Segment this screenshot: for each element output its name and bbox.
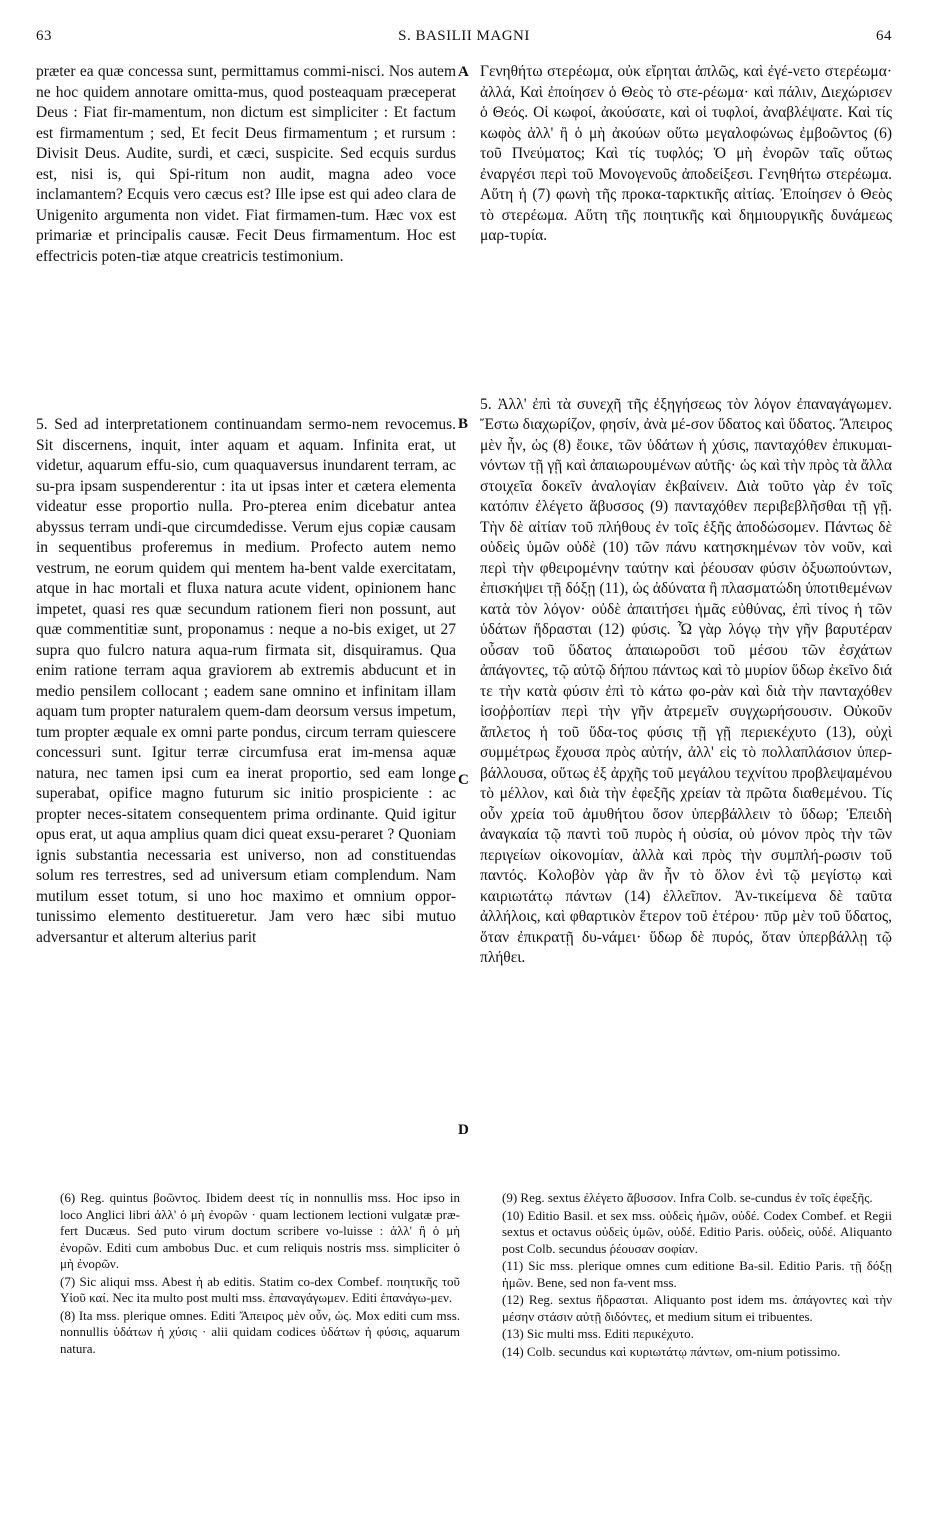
running-title: S. BASILII MAGNI [398,28,530,44]
margin-marker-b: B [458,416,469,432]
latin-column [36,62,456,948]
margin-marker-d: D [458,1122,469,1138]
footnote: (13) Sic multi mss. Editi περικέχυτο. [502,1326,694,1341]
margin-marker-a: A [458,64,469,80]
footnote: (7) Sic aliqui mss. Abest ἡ ab editis. Statim co-dex Combef. ποιητικῆς τοῦ Υἱοῦ καί. Nec ita multo post multi mss. ἐπαναγάγωμεν. Editi ἐπανάγω-μεν. [60,1273,460,1305]
footnote: (6) Reg. quintus βοῶντος. Ibidem deest τίς in nonnullis mss. Hoc ipso in loco Anglici libri ἀλλ' ὁ μὴ ἐνορῶν · quam lectionem lectioni vulgatæ præ-fert Ducæus. Sed puto virum doctum scribere vo-luisse : ἀλλ' ἢ ὁ μὴ ἐνορῶν. Editi cum ambobus Duc. et cum reliquis nostris mss. simpliciter ὁ μὴ ἐνορῶν. [60,1190,460,1271]
greek-column [480,62,892,969]
greek-paragraph: Γενηθήτω στερέωμα, οὐκ εἴρηται ἁπλῶς, καὶ ἐγέ-νετο στερέωμα· ἀλλά, Καὶ ἐποίησεν ὁ Θεὸς τὸ στε-ρέωμα· καὶ πάλιν, Διεχώρισεν ὁ Θεός. Οἱ κωφοί, ἀκούσατε, καὶ οἱ τυφλοί, ἀναβλέψατε. Καὶ τίς κωφὸς ἀλλ' ἢ ὁ μὴ ἀκούων οὕτω μεγαλοφώνως ἐμβοῶντος (6) τοῦ Πνεύματος; Καὶ τίς τυφλός; Ὁ μὴ ἐνορῶν ταῖς οὕτως ἐναργέσι περὶ τοῦ Μονογενοῦς ἀποδείξεσι. Γενηθήτω στερέωμα. Αὕτη ἡ (7) φωνὴ τῆς προκα-ταρκτικῆς αἰτίας. Ἐποίησεν ὁ Θεὸς τὸ στερέωμα. Αὕτη τῆς ποιητικῆς καὶ δημιουργικῆς δυνάμεως μαρ-τυρία. [480,63,892,244]
latin-paragraph: præter ea quæ concessa sunt, permittamus commi-nisci. Nos autem ne hoc quidem annotare omitta-mus, quod posteaquam præceperat Deus : Fiat fir-mamentum, non dictum est simpliciter : Et factum est firmamentum ; sed, Et fecit Deus firmamentum ; et rursum : Divisit Deus. Audite, surdi, et cæci, suspicite. Sed ecquis surdus est, nisi is, qui Spi-ritum non audit, magna adeo voce inclamantem? Ecquis vero cæcus est? Ille ipse est qui adeo clara de Unigenito argumenta non videt. Fiat firmamen-tum. Hæc vox est primariæ et principalis causæ. Fecit Deus firmamentum. Hoc est effectricis poten-tiæ atque creatricis testimonium. [36,63,456,265]
footnote: (11) Sic mss. plerique omnes cum editione Ba-sil. Editio Paris. τῇ δόξῃ ἡμῶν. Bene, sed non fa-vent mss. [502,1258,892,1290]
footnote: (12) Reg. sextus ἥδρασται. Aliquanto post idem ms. ἀπάγοντες καὶ τὴν μέσην στάσιν αὐτῇ διδόντες, et medium situm ei tribuentes. [502,1292,892,1324]
footnotes-right [502,1190,892,1361]
footnote: (10) Editio Basil. et sex mss. οὐδεὶς ἡμῶν, οὐδέ. Codex Combef. et Regii sextus et octavus οὐδεὶς ὑμῶν, οὐδέ. Editio Paris. οὐδεὶς, οὐδέ. Aliquanto post Colb. secundus ῥέουσαν σοφίαν. [502,1207,892,1256]
footnote: (9) Reg. sextus ἐλέγετο ἄβυσσον. Infra Colb. se-cundus ἐν τοῖς ἐφεξῆς. [502,1190,873,1205]
page-header [36,28,892,54]
margin-marker-c: C [458,772,469,788]
page-number-right: 64 [876,28,892,44]
column-spacer [36,267,456,415]
footnotes-left [60,1190,460,1358]
greek-paragraph: 5. Ἀλλ' ἐπὶ τὰ συνεχῆ τῆς ἐξηγήσεως τὸν λόγον ἐπαναγάγωμεν. Ἔστω διαχωρίζον, φησίν, ἀνὰ μέ-σον ὕδατος καὶ ὕδατος. Ἄπειρος μὲν ἦν, ὡς (8) ἔοικε, τῶν ὑδάτων ἡ χύσις, πανταχόθεν ἐπικυμαι-νόντων τῇ γῇ καὶ ἀπαιωρουμένων αὐτῆς· ὡς καὶ τὴν πρὸς τὰ ἄλλα στοιχεῖα δοκεῖν ἀναλογίαν ἐκβαίνειν. Διὰ τοῦτο γὰρ ἐν τοῖς κατόπιν ἐλέγετο ἄβυσσος (9) πανταχόθεν περιβεβλῆσθαι τῇ γῇ. Τὴν δὲ αἰτίαν τοῦ πλήθους ἐν τοῖς ἑξῆς ἀποδώσομεν. Πάντως δὲ οὐδεὶς ὑμῶν οὐδὲ (10) τῶν πάνυ κατησκημένων τὸν νοῦν, καὶ περὶ τὴν φθειρομένην ταύτην καὶ ῥέουσαν φύσιν ὀξυωπούντων, ἐπισκήψει τῇ δόξῃ (11), ὡς ἀδύνατα ἢ πλασματώδη ὑποτιθεμένων κατὰ τὸν λόγον· οὐδὲ ἀπαιτήσει ἡμᾶς εὐθύνας, ἐπὶ τίνος ἡ τῶν ὑδάτων ἥδρασται (12) φύσις. Ὧ γὰρ λόγῳ τὴν γῆν βαρυτέραν οὖσαν τοῦ ὕδατος ἀπαιωροῦσι τοῦ μέσου τῶν ἐσχάτων ἀπάγοντες, τῷ αὐτῷ δήπου πάντως καὶ τὸ μυρίον ὕδωρ ἐκεῖνο διά τε τὴν κατὰ φύσιν ἐπὶ τὸ κάτω φο-ρὰν καὶ διὰ τὴν πανταχόθεν ἰσοῤῥοπίαν περὶ τὴν γῆν ἀτρεμεῖν συγχωρήσουσιν. Οὐκοῦν ἄπλετος ἡ τοῦ ὕδα-τος φύσις τῇ γῇ περιεκέχυτο (13), οὐχὶ συμμέτρως ἔχουσα πρὸς αὐτήν, ἀλλ' εἰς τὸ πολλαπλάσιον ὑπερ-βάλλουσα, οὕτως ἐξ ἀρχῆς τοῦ μεγάλου τεχνίτου προβλεψαμένου τὸ μέλλον, καὶ διὰ τὴν ἐφεξῆς χρείαν τὰ πρῶτα διαθεμένου. Τίς οὖν χρεία τοῦ ἀμυθήτου ὅσον ὑπερβάλλειν τὸ ὕδωρ; Ἐπειδὴ ἀναγκαία τῷ παντὶ τοῦ πυρὸς ἡ οὐσία, οὐ μόνον πρὸς τὴν τῶν περιγείων οἰκονομίαν, ἀλλὰ καὶ πρὸς τὴν συμπλή-ρωσιν τοῦ παντός. Κολοβὸν γὰρ ἂν ἦν τὸ ὅλον ἑνὶ τῷ μεγίστῳ καὶ καιριωτάτῳ πάντων (14) ἐλλεῖπον. Ἀν-τικείμενα δὲ ταῦτα ἀλλήλοις, καὶ φθαρτικὸν ἕτερον τοῦ ἑτέρου· πῦρ μὲν τοῦ ὕδατος, ὅταν ἐπικρατῇ δυ-νάμει· ὕδωρ δὲ πυρός, ὅταν ὑπερβάλλῃ τῷ πλήθει. [480,395,892,966]
latin-paragraph: 5. Sed ad interpretationem continuandam sermo-nem revocemus. Sit discernens, inquit, inter aquam et aquam. Infinita erat, ut videtur, aquarum effu-sio, cum quaquaversus inundarent terram, ac su-pra ipsam suspenderentur : ita ut ipsas inter et cætera elementa videatur esse proportio nulla. Pro-pterea enim dicebatur antea abyssus terram undi-que circumdedisse. Verum ejus copiæ causam in sequentibus proferemus in medium. Profecto autem nemo vestrum, ne eorum quidem qui mentem ha-bent valde exercitatam, atque in hac mortali et fluxa natura acute vident, opinionem hanc impetet, quasi res quæ secundum rationem fieri non possunt, aut quæ commentitiæ sunt, proponamus : neque a no-bis exiget, ut 27 supra quo fulcro natura aqua-rum firmata sit, disquiramus. Qua enim ratione terram aqua graviorem ab extremis abducunt et in medio pensilem collocant ; eadem sane omnino et infinitam illam aquam tum propter naturalem quem-dam deorsum versus impetum, tum propter æquale ex omni parte pondus, circum terram quiescere concessuri sunt. Igitur terræ circumfusa erat im-mensa aquæ natura, nec tamen ipsi cum ea inerat proportio, sed eam longe superabat, opifice magno futurum sic initio prospiciente : ac propter neces-sitatem consequentem prima ordinante. Quid igitur opus erat, ut aqua amplius quam dici queat exsu-peraret ? Quoniam ignis substantia necessaria est universo, non ad constituendas solum res terrestres, sed ad universum etiam complendum. Nam mutilum esset totum, si uno hoc maximo et omnium oppor-tunissimo elemento destitueretur. Jam vero hæc sibi mutuo adversantur et alterum alterius parit [36,416,456,946]
column-spacer [480,247,892,395]
footnote: (8) Ita mss. plerique omnes. Editi Ἄπειρος μὲν οὖν, ὡς. Mox editi cum mss. nonnullis ὑδάτων ἡ χύσις · alii quidam codices ὑδάτων ἡ φύσις, aquarum natura. [60,1307,460,1356]
page-number-left: 63 [36,28,52,44]
footnote: (14) Colb. secundus καὶ κυριωτάτῳ πάντων, om-nium potissimo. [502,1343,841,1359]
